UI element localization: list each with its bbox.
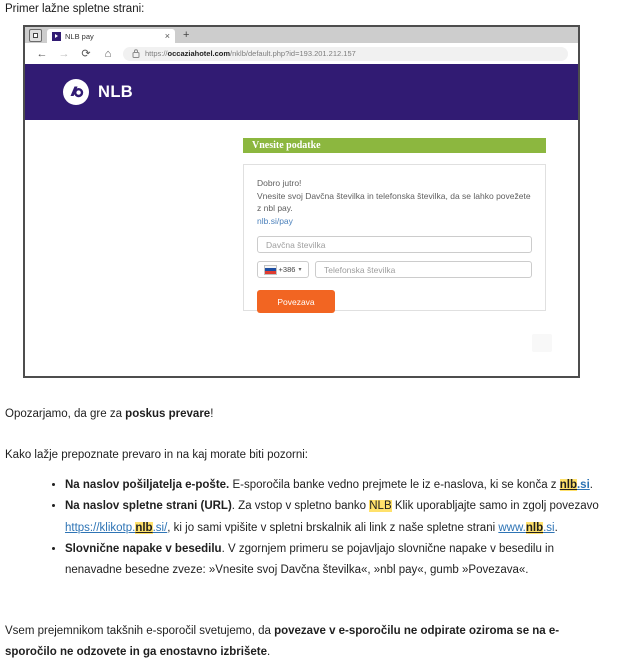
warning-paragraph (5, 404, 605, 425)
slovenia-flag-icon (265, 266, 276, 274)
list-item-sender-address (65, 475, 605, 496)
lock-icon (132, 49, 140, 58)
dial-code: +386 (278, 265, 296, 274)
nlb-logo-icon (63, 79, 89, 105)
phone-row (257, 261, 532, 278)
fake-site-screenshot (23, 25, 580, 378)
text-segment: , ki jo sami vpišite v spletni brskalnik ali link z naše spletne strani (167, 521, 499, 534)
phone-number-placeholder: Telefonska številka (324, 264, 396, 275)
refresh-icon[interactable]: ⟳ (81, 48, 91, 60)
form-panel-title: Vnesite podatke (243, 138, 546, 153)
povezava-submit-button[interactable]: Povezava (257, 290, 335, 313)
text-segment: Vsem prejemnikom takšnih e-sporočil svetujemo, da (5, 625, 275, 637)
text-segment: . (589, 479, 593, 491)
inline-link[interactable]: .si (576, 479, 590, 491)
page-caption: Primer lažne spletne strani: (5, 3, 145, 15)
text-segment: ! (210, 408, 214, 420)
nlb-pay-link[interactable]: nlb.si/pay (257, 215, 293, 226)
url-text: https://occaziahotel.com/nklb/default.php?id=193.201.212.157 (145, 49, 356, 58)
tax-number-placeholder: Davčna številka (266, 239, 326, 250)
forward-icon: → (58, 47, 70, 60)
browser-toolbar (25, 43, 578, 64)
phone-number-input[interactable] (315, 261, 532, 278)
inline-link[interactable]: www. (498, 521, 526, 534)
nlb-favicon-icon (52, 32, 61, 41)
text-segment: Na naslov spletne strani (URL) (65, 500, 232, 513)
text-segment: . Za vstop v spletno banko (231, 500, 370, 513)
inline-link[interactable]: https://klikotp. (65, 521, 136, 534)
inline-link[interactable]: .si (543, 521, 555, 534)
browser-tab-bar (25, 27, 578, 43)
instruction-text: Vnesite svoj Davčna številka in telefonska številka, da se lahko povežete z nbl pay. (257, 190, 531, 213)
tab-title: NLB pay (65, 31, 94, 41)
text-segment: E-sporočila banke vedno prejmete le iz e-naslova, ki se konča z (229, 479, 560, 491)
highlighted-text: NLB (369, 500, 392, 513)
chat-widget (532, 334, 552, 352)
square-glyph (33, 33, 38, 38)
new-tab-button[interactable]: + (183, 29, 190, 41)
text-segment: . (554, 521, 558, 534)
advice-list (5, 475, 605, 581)
inline-link[interactable]: .si/ (152, 521, 168, 534)
brand-name: NLB (98, 82, 134, 101)
home-icon[interactable]: ⌂ (104, 47, 112, 60)
text-segment: poskus prevare (125, 408, 211, 420)
text-segment: Opozarjamo, da gre za (5, 408, 126, 420)
advice-paragraph (5, 621, 595, 664)
text-segment: Klik uporabljajte samo in zgolj povezavo (391, 500, 599, 513)
highlighted-text: nlb (559, 479, 577, 491)
chevron-down-icon: ▾ (298, 267, 302, 273)
nlb-header-banner (25, 64, 578, 120)
login-form-card (243, 164, 546, 311)
text-segment: . (267, 646, 271, 659)
text-segment: Na naslov pošiljatelja e-pošte. (65, 479, 230, 491)
tax-number-input[interactable] (257, 236, 532, 253)
tab-close-icon[interactable]: × (164, 30, 170, 41)
back-icon[interactable]: ← (36, 47, 48, 60)
list-item-grammar-errors (65, 539, 605, 582)
highlighted-text: nlb (525, 521, 544, 534)
tab-actions-icon[interactable] (29, 29, 42, 42)
highlighted-text: nlb (135, 521, 153, 534)
text-segment: povezave v e-sporočilu ne odpirate oziroma se na e-sporočilo ne odzovete in ga enostavno izbrišete (5, 625, 560, 659)
text-segment: Slovnične napake v besedilu (65, 542, 222, 555)
intro-paragraph: Kako lažje prepoznate prevaro in na kaj morate biti pozorni: (5, 449, 309, 461)
fake-site-body (25, 120, 578, 376)
list-item-website-url (65, 496, 605, 539)
browser-tab[interactable] (47, 29, 175, 43)
address-bar[interactable] (123, 47, 568, 61)
greeting-text: Dobro jutro! (257, 178, 302, 188)
text-segment: . V zgornjem primeru se pojavljajo slovnične napake v besedilu in nenavadne besedne zveze: »Vnesite svoj Davčna številka«, »nbl pay«, gumb »Povezava«. (65, 542, 554, 577)
country-code-select[interactable] (257, 261, 309, 278)
